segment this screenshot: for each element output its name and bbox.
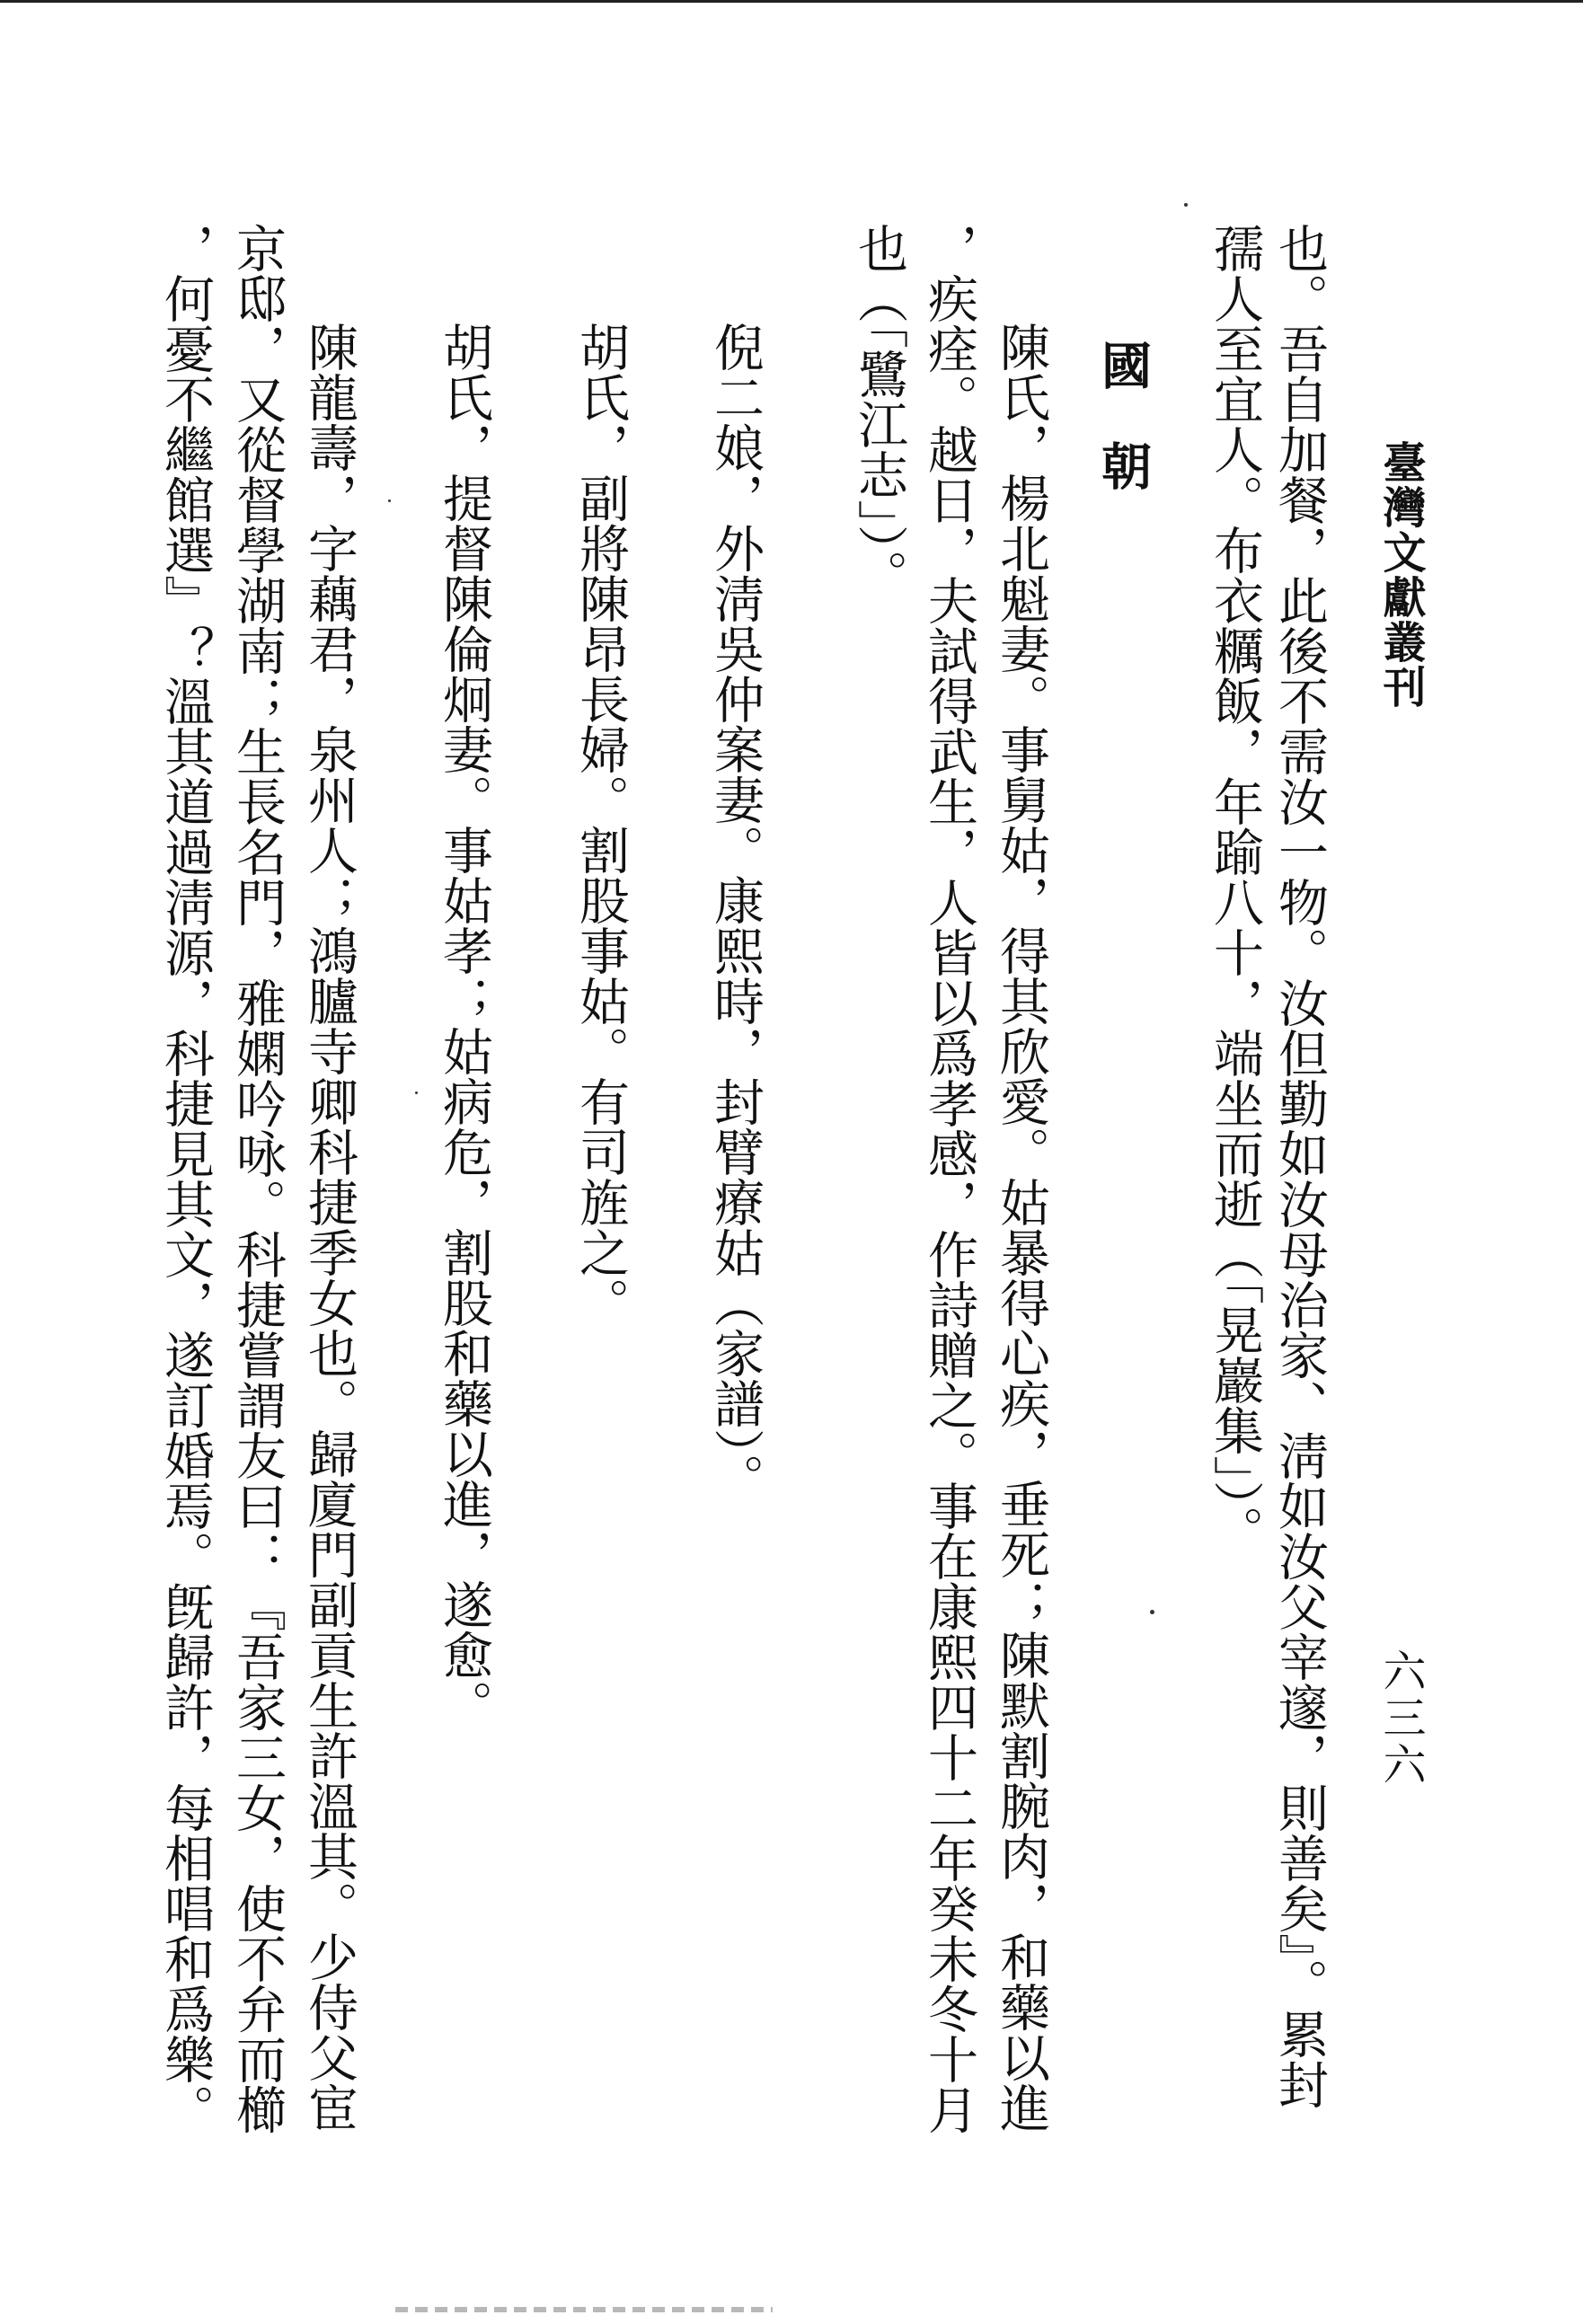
scan-speck	[415, 1091, 418, 1094]
text-column-2: 孺人至宜人。布衣糲飯，年踰八十，端坐而逝（「晃巖集」）。	[1206, 223, 1264, 1556]
text-column-1: 也。吾自加餐，此後不需汝一物。汝但勤如汝母治家、淸如汝父宰邃，則善矣』。累封	[1270, 223, 1329, 2109]
scan-smudge	[395, 2307, 773, 2312]
page-number: 六三六	[1375, 1648, 1426, 1789]
running-header-title: 臺灣文獻叢刊	[1375, 440, 1426, 710]
text-column-5: ，疾痊。越日，夫試得武生，人皆以爲孝感，作詩贈之。事在康熙四十二年癸未冬十月	[920, 223, 978, 2134]
text-column-11: 京邸，又從督學湖南；生長名門，雅嫻吟咏。科捷嘗謂友曰：『吾家三女，使不弁而櫛	[228, 223, 287, 2134]
text-column-7: 倪二娘，外淸吳仲案妻。康熙時，封臂療姑（家譜）。	[706, 322, 765, 1504]
scan-speck	[1150, 1610, 1154, 1614]
text-column-4: 陳氏，楊北魁妻。事舅姑，得其欣愛。姑暴得心疾，垂死；陳默割腕肉，和藥以進	[992, 322, 1050, 2133]
top-border-line	[0, 0, 1583, 3]
text-column-12: ，何憂不繼館選』？溫其道過淸源，科捷見其文，遂訂婚焉。旣歸許，每相唱和爲樂。	[156, 223, 215, 2134]
scan-speck	[388, 499, 391, 502]
text-column-10: 陳龍壽，字藕君，泉州人；鴻臚寺卿科捷季女也。歸廈門副貢生許溫其。少侍父宦	[300, 322, 358, 2133]
text-column-9: 胡氏，提督陳倫炯妻。事姑孝；姑病危，割股和藥以進，遂愈。	[435, 322, 493, 1730]
text-column-8: 胡氏，副將陳昂長婦。割股事姑。有司旌之。	[571, 322, 630, 1328]
scan-speck	[1184, 203, 1188, 207]
text-column-6: 也（「鷺江志」）。	[850, 223, 908, 600]
section-heading-guochao: 國 朝	[1093, 340, 1153, 490]
